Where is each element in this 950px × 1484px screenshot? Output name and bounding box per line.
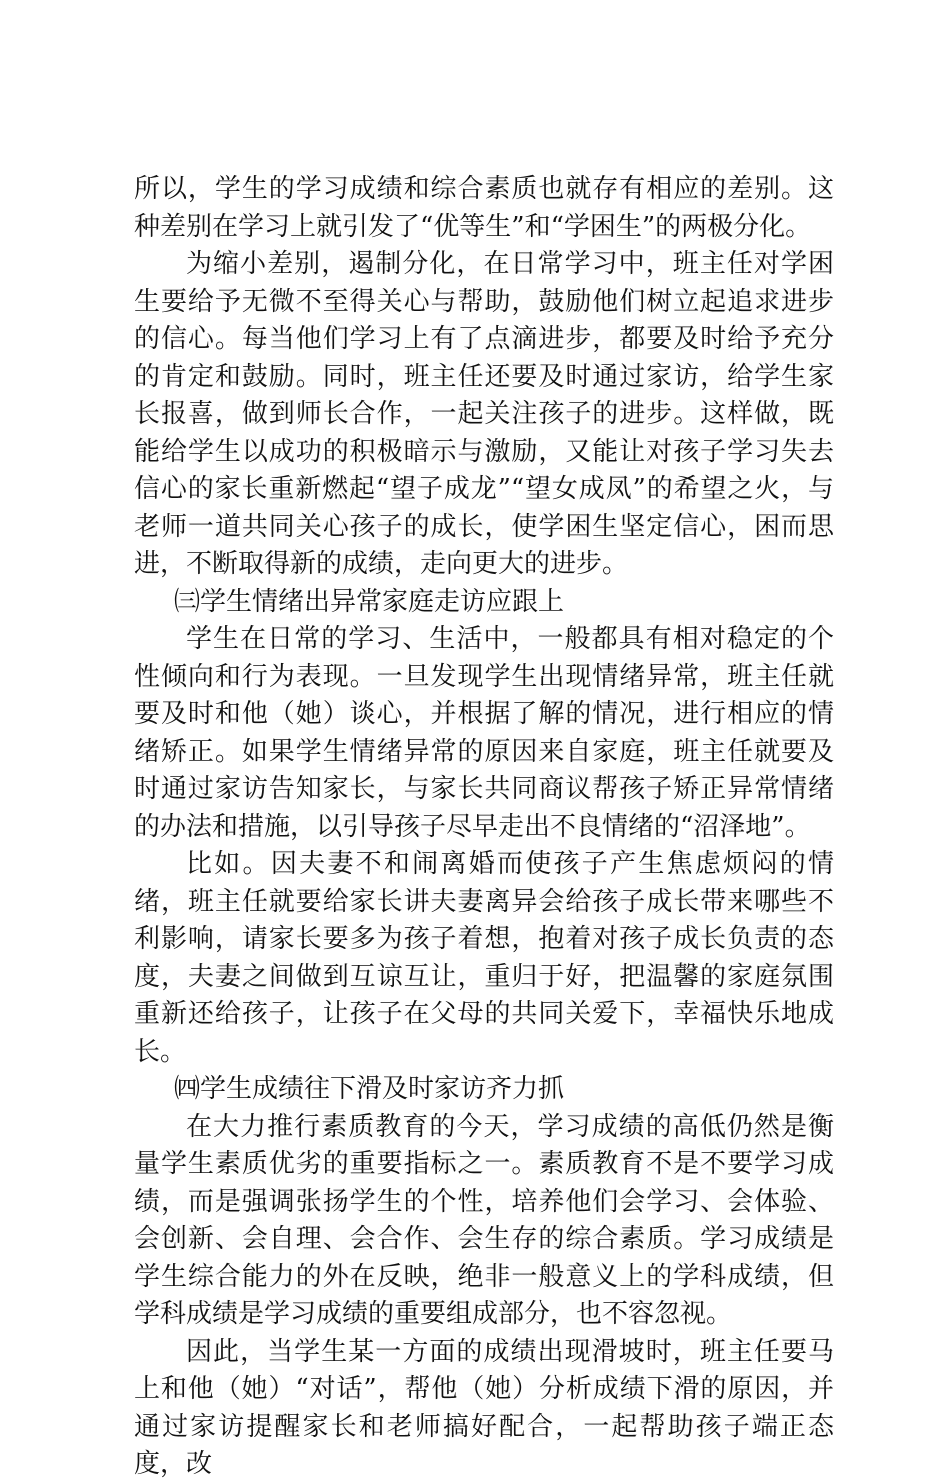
paragraph-emotion: 学生在日常的学习、生活中，一般都具有相对稳定的个性倾向和行为表现。一旦发现学生出现情绪异常，班主任就要及时和他（她）谈心，并根据了解的情况，进行相应的情绪矫正。如果学生情绪异常的原因来自家庭，班主任就要及时通过家访告知家长，与家长共同商议帮孩子矫正异常情绪的办法和措施，以引导孩子尽早走出不良情绪的“沼泽地”。 — [134, 624, 834, 842]
document-page — [134, 171, 834, 1484]
section-heading-4: ㈣学生成绩往下滑及时家访齐力抓 — [174, 1074, 565, 1104]
paragraph-narrow-gap: 为缩小差别，遏制分化，在日常学习中，班主任对学困生要给予无微不至得关心与帮助，鼓励他们树立起追求进步的信心。每当他们学习上有了点滴进步，都要及时给予充分的肯定和鼓励。同时，班主任还要及时通过家访，给学生家长报喜，做到师长合作，一起关注孩子的进步。这样做，既能给学生以成功的积极暗示与激励，又能让对孩子学习失去信心的家长重新燃起“望子成龙”“望女成凤”的希望之火，与老师一道共同关心孩子的成长，使学困生坚定信心，困而思进，不断取得新的成绩，走向更大的进步。 — [134, 249, 834, 579]
paragraph-continuation: 所以，学生的学习成绩和综合素质也就存有相应的差别。这种差别在学习上就引发了“优等生”和“学困生”的两极分化。 — [134, 174, 834, 242]
section-heading-3: ㈢学生情绪出异常家庭走访应跟上 — [174, 586, 565, 617]
paragraph-therefore: 因此，当学生某一方面的成绩出现滑坡时，班主任要马上和他（她）“对话”，帮他（她）分析成绩下滑的原因，并通过家访提醒家长和老师搞好配合，一起帮助孩子端正态度，改 — [134, 1336, 834, 1479]
paragraph-example: 比如。因夫妻不和闹离婚而使孩子产生焦虑烦闷的情绪，班主任就要给家长讲夫妻离异会给孩子成长带来哪些不利影响，请家长要多为孩子着想，抱着对孩子成长负责的态度，夫妻之间做到互谅互让，重归于好，把温馨的家庭氛围重新还给孩子，让孩子在父母的共同关爱下，幸福快乐地成长。 — [134, 849, 834, 1067]
paragraph-quality-education: 在大力推行素质教育的今天，学习成绩的高低仍然是衡量学生素质优劣的重要指标之一。素质教育不是不要学习成绩，而是强调张扬学生的个性，培养他们会学习、会体验、会创新、会自理、会合作、会生存的综合素质。学习成绩是学生综合能力的外在反映，绝非一般意义上的学科成绩，但学科成绩是学习成绩的重要组成部分，也不容忽视。 — [134, 1111, 834, 1329]
